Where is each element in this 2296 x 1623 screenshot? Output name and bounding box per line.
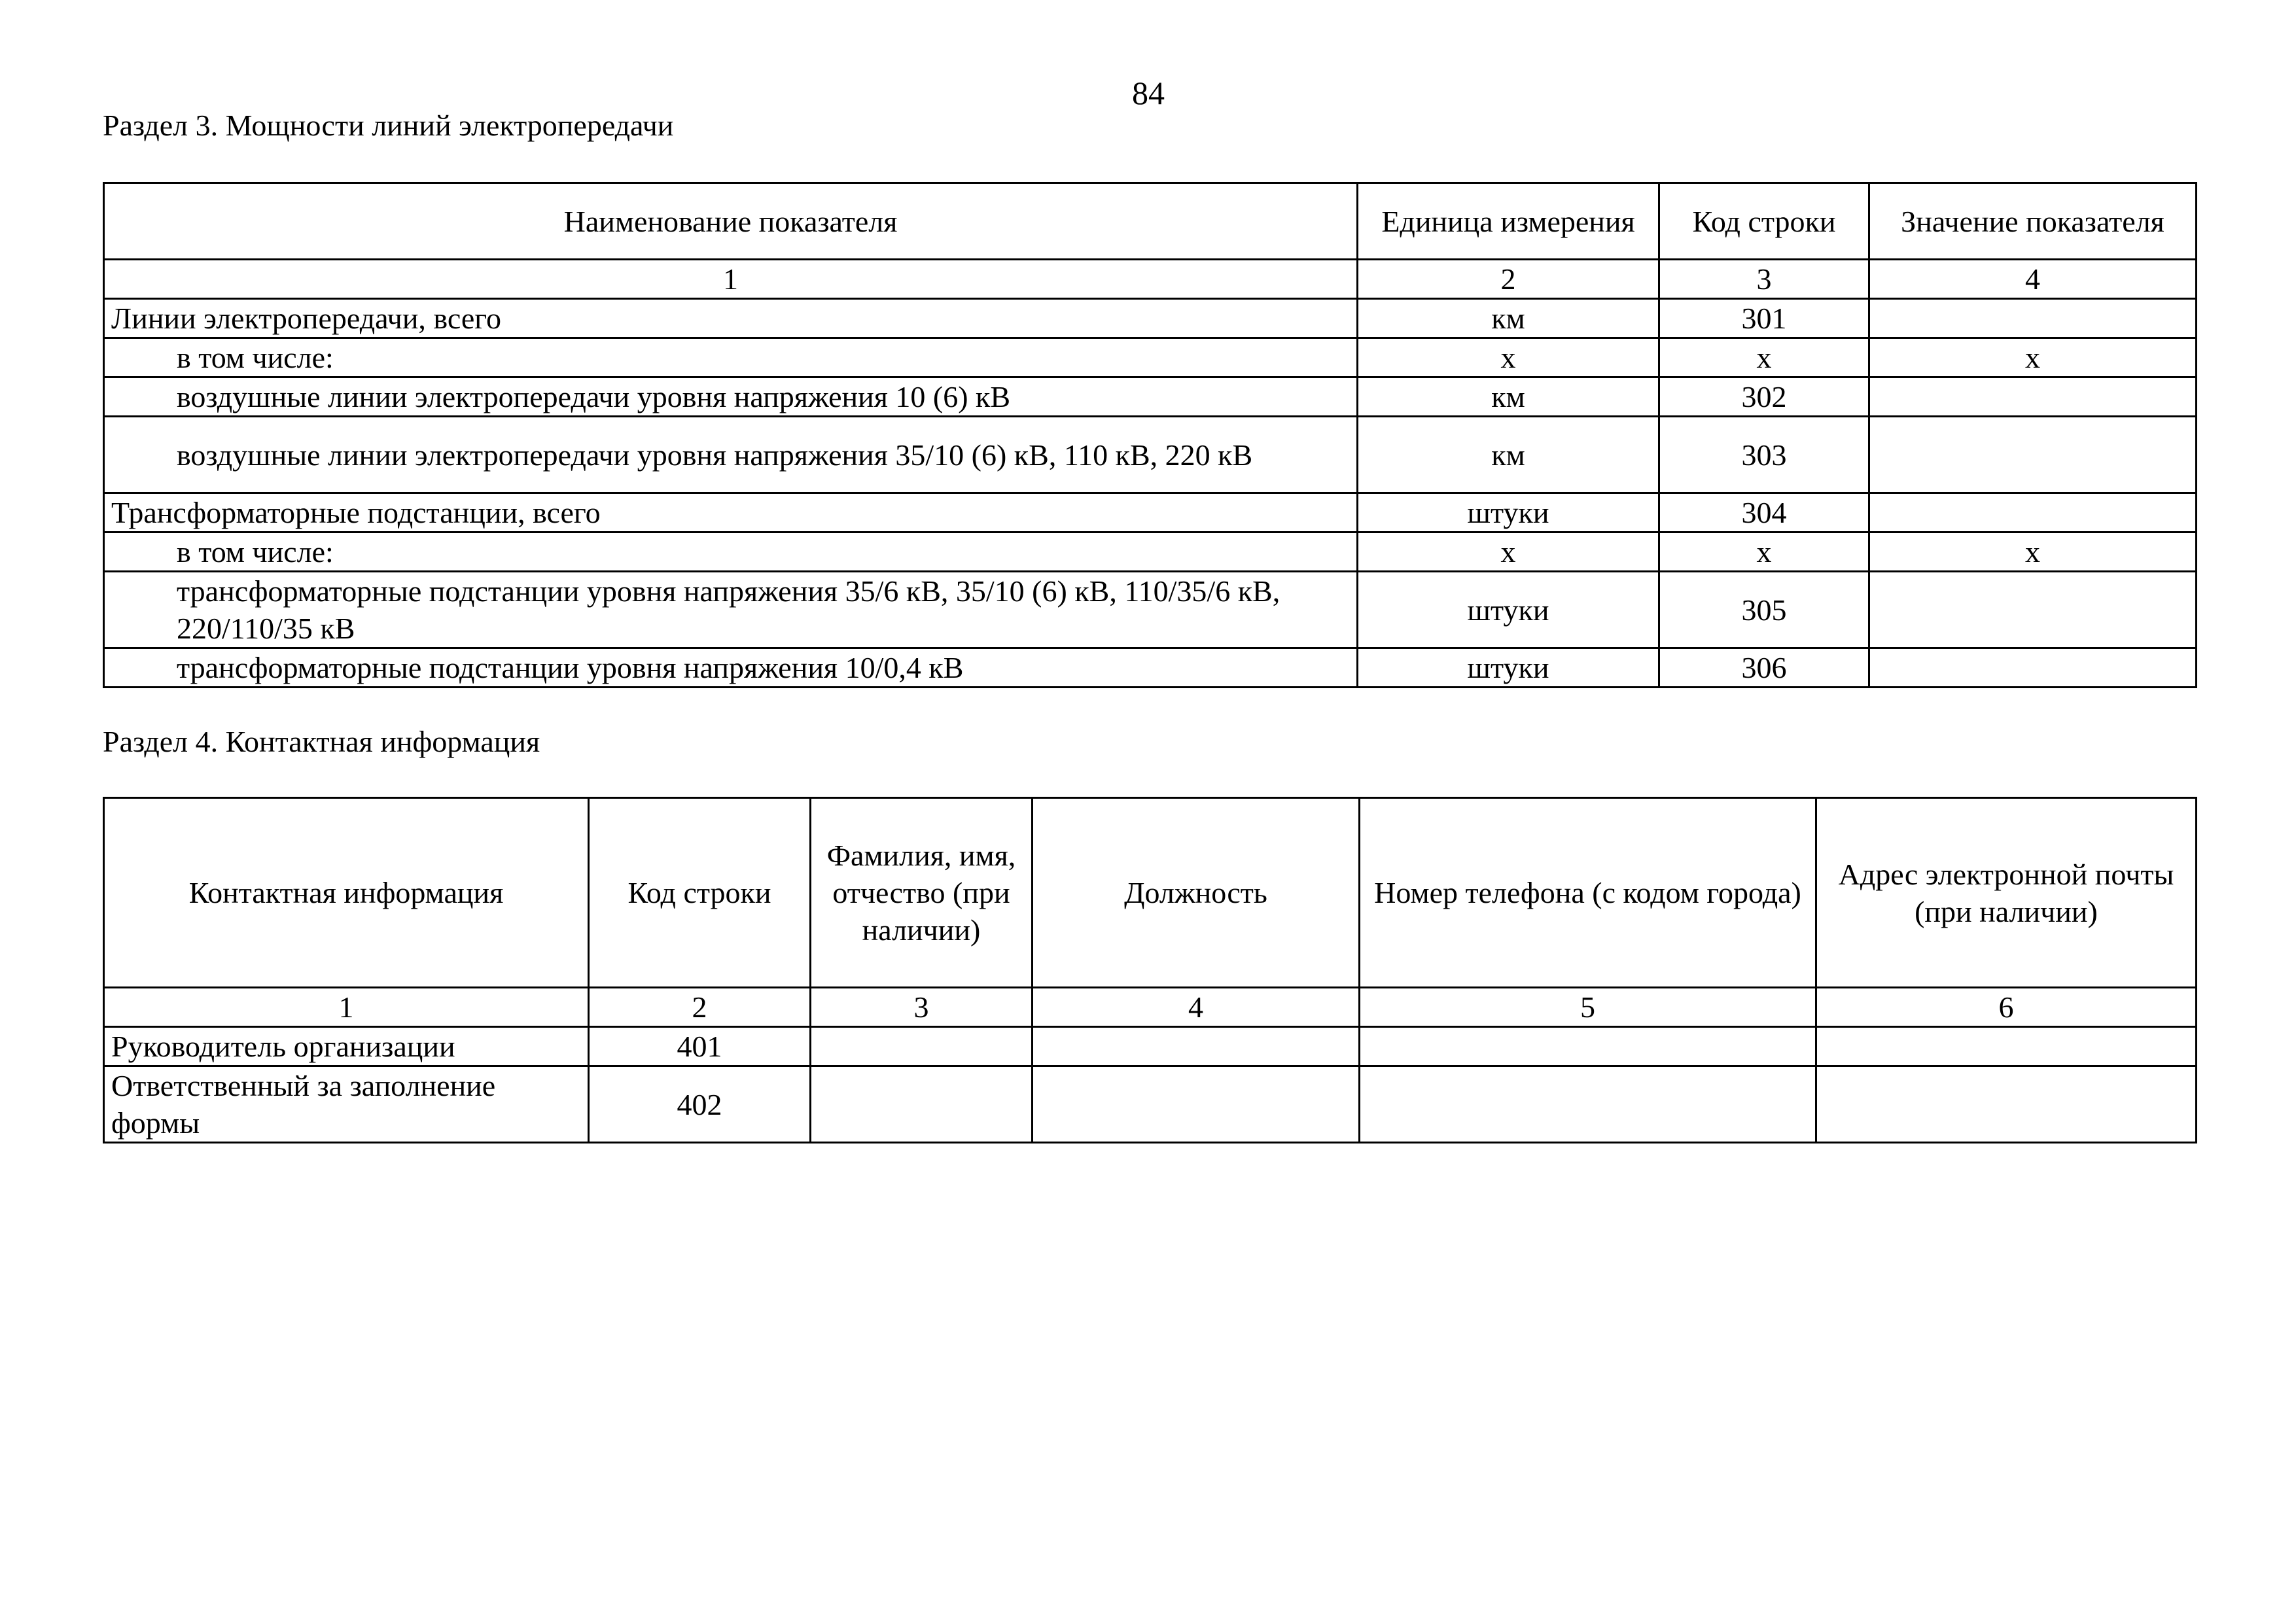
row-code: 304: [1659, 493, 1869, 532]
table-row: [104, 417, 2197, 493]
column-number: 2: [1358, 260, 1659, 299]
column-number: 6: [1816, 988, 2197, 1027]
column-number: 1: [104, 988, 589, 1027]
position-cell[interactable]: [1033, 1066, 1360, 1143]
row-unit: x: [1358, 532, 1659, 572]
row-unit: штуки: [1358, 572, 1659, 648]
email-cell[interactable]: [1816, 1066, 2197, 1143]
value-cell: x: [1869, 532, 2197, 572]
column-number: 2: [589, 988, 811, 1027]
row-code: x: [1659, 532, 1869, 572]
header-indicator-name: Наименование показателя: [104, 183, 1358, 260]
row-code: 302: [1659, 377, 1869, 417]
row-code: 301: [1659, 299, 1869, 338]
row-name: Линии электропередачи, всего: [104, 299, 1358, 338]
header-contact-info: Контактная информация: [104, 798, 589, 988]
header-position: Должность: [1033, 798, 1360, 988]
row-name: трансформаторные подстанции уровня напряжения 35/6 кВ, 35/10 (6) кВ, 110/35/6 кВ, 220/110/35 кВ: [104, 572, 1358, 648]
column-number: 1: [104, 260, 1358, 299]
power-lines-table: [103, 182, 2197, 688]
value-cell[interactable]: [1869, 417, 2197, 493]
section-3-title: Раздел 3. Мощности линий электропередачи: [103, 109, 674, 142]
header-email: Адрес электронной почты (при наличии): [1816, 798, 2197, 988]
header-row-code: Код строки: [1659, 183, 1869, 260]
section-4-title: Раздел 4. Контактная информация: [103, 725, 540, 758]
table-header-row: [104, 183, 2197, 260]
phone-cell[interactable]: [1360, 1066, 1816, 1143]
table-row: [104, 1066, 2197, 1143]
contact-info-table: [103, 797, 2197, 1143]
value-cell[interactable]: [1869, 493, 2197, 532]
header-indicator-value: Значение показателя: [1869, 183, 2197, 260]
row-unit: штуки: [1358, 493, 1659, 532]
table-row: [104, 299, 2197, 338]
table-row: [104, 572, 2197, 648]
contact-role: Ответственный за заполнение формы: [104, 1066, 589, 1143]
row-unit: км: [1358, 417, 1659, 493]
table-row: [104, 1027, 2197, 1066]
header-row-code: Код строки: [589, 798, 811, 988]
column-number: 4: [1033, 988, 1360, 1027]
position-cell[interactable]: [1033, 1027, 1360, 1066]
table-row: [104, 377, 2197, 417]
table-row: [104, 338, 2197, 377]
header-phone: Номер телефона (с кодом города): [1360, 798, 1816, 988]
row-code: x: [1659, 338, 1869, 377]
header-full-name: Фамилия, имя, отчество (при наличии): [811, 798, 1033, 988]
table-row: [104, 493, 2197, 532]
table-row: [104, 532, 2197, 572]
page-number: 84: [1132, 75, 1165, 111]
column-number: 3: [811, 988, 1033, 1027]
value-cell[interactable]: [1869, 572, 2197, 648]
email-cell[interactable]: [1816, 1027, 2197, 1066]
full-name-cell[interactable]: [811, 1027, 1033, 1066]
column-number-row: [104, 260, 2197, 299]
contact-role: Руководитель организации: [104, 1027, 589, 1066]
row-code: 305: [1659, 572, 1869, 648]
table-header-row: [104, 798, 2197, 988]
value-cell[interactable]: [1869, 648, 2197, 688]
column-number: 5: [1360, 988, 1816, 1027]
value-cell[interactable]: [1869, 377, 2197, 417]
row-unit: км: [1358, 299, 1659, 338]
value-cell[interactable]: [1869, 299, 2197, 338]
row-unit: км: [1358, 377, 1659, 417]
row-name: в том числе:: [104, 338, 1358, 377]
column-number: 3: [1659, 260, 1869, 299]
row-name: воздушные линии электропередачи уровня напряжения 35/10 (6) кВ, 110 кВ, 220 кВ: [104, 417, 1358, 493]
row-code: 402: [589, 1066, 811, 1143]
row-unit: штуки: [1358, 648, 1659, 688]
value-cell: x: [1869, 338, 2197, 377]
full-name-cell[interactable]: [811, 1066, 1033, 1143]
column-number-row: [104, 988, 2197, 1027]
row-code: 303: [1659, 417, 1869, 493]
row-name: Трансформаторные подстанции, всего: [104, 493, 1358, 532]
table-row: [104, 648, 2197, 688]
row-unit: x: [1358, 338, 1659, 377]
row-code: 401: [589, 1027, 811, 1066]
row-code: 306: [1659, 648, 1869, 688]
phone-cell[interactable]: [1360, 1027, 1816, 1066]
column-number: 4: [1869, 260, 2197, 299]
row-name: трансформаторные подстанции уровня напряжения 10/0,4 кВ: [104, 648, 1358, 688]
row-name: воздушные линии электропередачи уровня напряжения 10 (6) кВ: [104, 377, 1358, 417]
row-name: в том числе:: [104, 532, 1358, 572]
header-unit: Единица измерения: [1358, 183, 1659, 260]
